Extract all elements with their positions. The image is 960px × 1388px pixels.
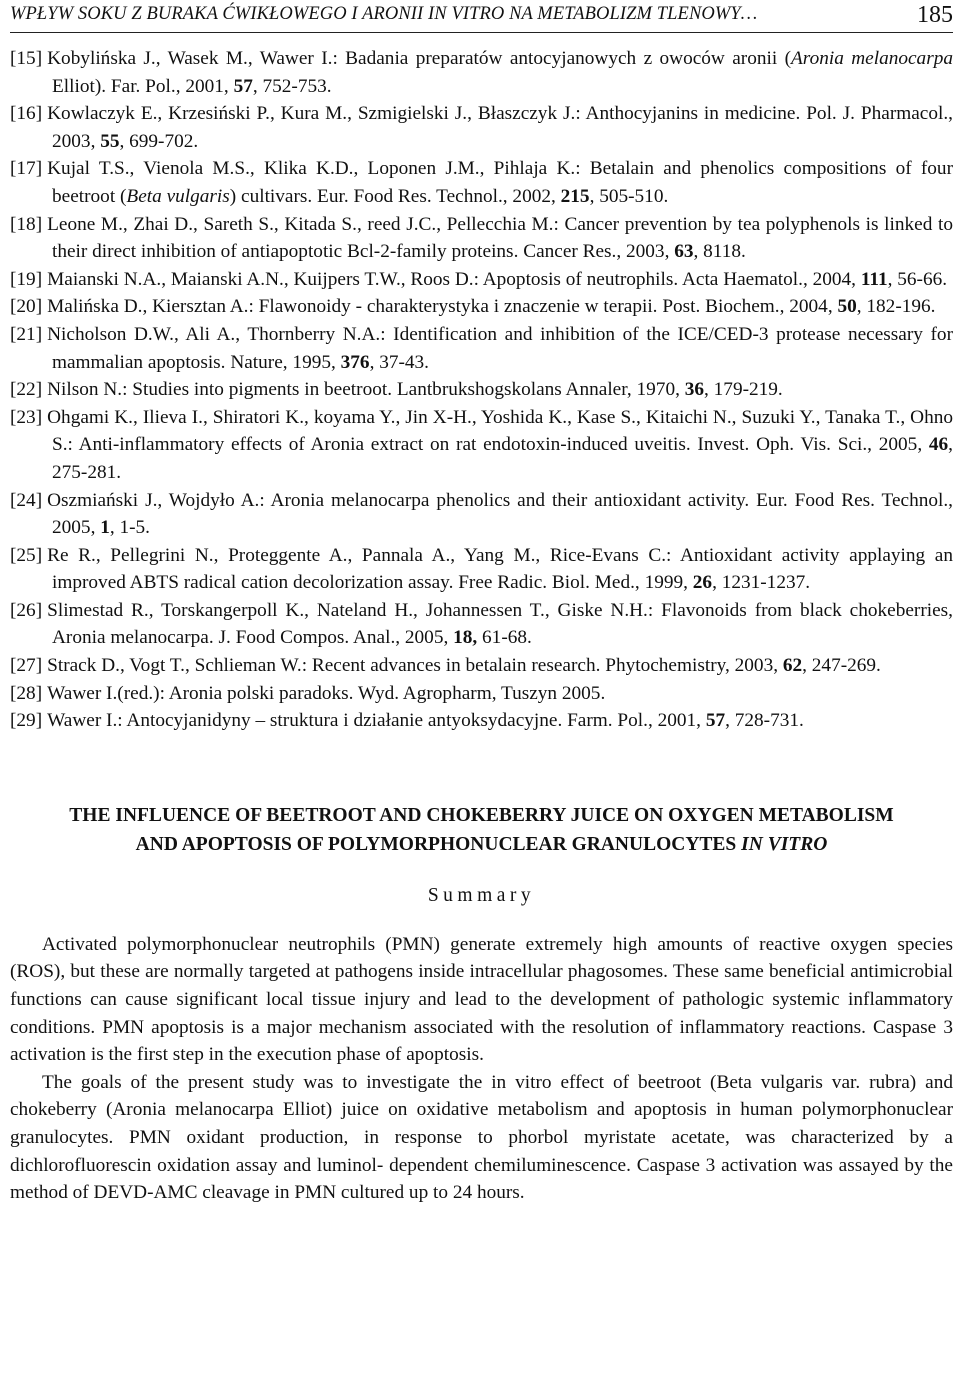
reference-number: [15] (10, 48, 43, 69)
reference-text: Aronia melanocarpa (791, 48, 953, 69)
reference-text: 18, (453, 627, 478, 649)
reference-text: Re R., Pellegrini N., Proteggente A., Pannala A., Yang M., Rice-Evans C.: Antioxidant activity applaying an improved ABTS radical cation decolorization assay. Free Radic. Biol. Med., 1999, (47, 544, 953, 594)
reference-item (10, 542, 953, 597)
reference-item (10, 652, 953, 680)
reference-text: Oszmiański J., Wojdyło A.: Aronia melanocarpa phenolics and their antioxidant activity. Eur. Food Res. Technol., 2005, (47, 489, 953, 539)
reference-item (10, 211, 953, 266)
reference-number: [26] (10, 599, 43, 621)
reference-text: 61-68. (477, 627, 532, 649)
reference-number: [28] (10, 682, 43, 704)
reference-text: 57 (233, 75, 253, 97)
summary-title (10, 801, 953, 859)
reference-text: Kujal T.S., Vienola M.S., Klika K.D., Loponen J.M., Pihlaja K.: Betalain and phenolics compositions of four beetroot ( (47, 158, 953, 207)
reference-text: Wawer I.(red.): Aronia polski paradoks. Wyd. Agropharm, Tuszyn 2005. (47, 682, 606, 704)
reference-number: [16] (10, 103, 43, 125)
reference-item (10, 321, 953, 376)
reference-number: [23] (10, 406, 43, 428)
reference-item (10, 155, 953, 210)
reference-text: 55 (100, 130, 120, 152)
reference-text: Maianski N.A., Maianski A.N., Kuijpers T.W., Roos D.: Apoptosis of neutrophils. Acta Haematol., 2004, (47, 268, 861, 290)
reference-item (10, 266, 953, 294)
reference-text: Kobylińska J., Wasek M., Wawer I.: Badania preparatów antocyjanowych z owoców aronii ( (47, 48, 792, 69)
reference-text: 26 (692, 572, 713, 594)
reference-text: , 247-269. (802, 655, 881, 677)
reference-text: Wawer I.: Antocyjanidyny – struktura i działanie antyoksydacyjne. Farm. Pol., 2001, (47, 710, 706, 732)
reference-text: , 56-66. (887, 268, 948, 290)
reference-number: [17] (10, 158, 43, 180)
reference-number: [18] (10, 213, 43, 235)
reference-number: [24] (10, 489, 43, 511)
abstract-paragraph-2: The goals of the present study was to investigate the in vitro effect of beetroot (Beta vulgaris var. rubra) and chokeberry (Aronia melanocarpa Elliot) juice on oxidative metabolism and apoptosis in human polymorphonuclear granulocytes. PMN oxidant production, in response to phorbol myristate acetate, was characterized by a dichlorofluorescin oxidation assay and luminol- dependent chemiluminescence. Caspase 3 activation was assayed by the method of DEVD-AMC cleavage in PMN cultured up to 24 hours. (10, 1071, 953, 1204)
reference-text: Beta vulgaris (126, 185, 230, 207)
reference-item (10, 100, 953, 155)
abstract (10, 931, 953, 1207)
page-number: 185 (917, 2, 953, 28)
reference-text: Elliot). Far. Pol., 2001, (52, 75, 234, 97)
reference-number: [21] (10, 323, 43, 345)
reference-text: , 37-43. (369, 351, 430, 373)
reference-text: Malińska D., Kiersztan A.: Flawonoidy - charakterystyka i znaczenie w terapii. Post. Biochem., 2004, (47, 296, 838, 318)
abstract-paragraph-1: Activated polymorphonuclear neutrophils (PMN) generate extremely high amounts of reactive oxygen species (ROS), but these are normally targeted at pathogens inside intracellular phagosomes. These same beneficial antimicrobial functions can cause significant local tissue injury and lead to the development of pathologic systemic inflammatory conditions. PMN apoptosis is a major mechanism associated with the resolution of inflammatory reactions. Caspase 3 activation is the first step in the execution phase of apoptosis. (10, 933, 953, 1066)
reference-item (10, 597, 953, 652)
reference-text: 36 (684, 379, 705, 401)
reference-text: Leone M., Zhai D., Sareth S., Kitada S., reed J.C., Pellecchia M.: Cancer prevention by tea polyphenols is linked to their direct inhibition of antiapoptotic Bcl-2-family proteins. Cancer Res., 2003, (47, 213, 953, 263)
document-page (10, 0, 953, 1207)
reference-text: 1 (100, 517, 110, 539)
summary-title-line-2-text: AND APOPTOSIS OF POLYMORPHONUCLEAR GRANULOCYTES (135, 833, 742, 855)
reference-text: Nicholson D.W., Ali A., Thornberry N.A.: Identification and inhibition of the ICE/CED-3 protease necessary for mammalian apoptosis. Nature, 1995, (47, 323, 953, 373)
reference-number: [19] (10, 268, 43, 290)
reference-number: [27] (10, 655, 43, 677)
reference-text: , 1-5. (109, 517, 151, 539)
reference-item (10, 487, 953, 542)
reference-text: , 275-281. (52, 434, 953, 483)
reference-text: ) cultivars. Eur. Food Res. Technol., 2002, (229, 185, 561, 207)
reference-text: , 505-510. (589, 185, 669, 207)
reference-text: , 728-731. (725, 710, 804, 732)
reference-text: 111 (860, 268, 888, 290)
reference-text: Ohgami K., Ilieva I., Shiratori K., koyama Y., Jin X-H., Yoshida K., Kase S., Kitaichi N., Suzuki Y., Tanaka T., Ohno S.: Anti-inflammatory effects of Aronia extract on rat endotoxin-induced uveitis. Invest. Oph. Vis. Sci., 2005, (47, 406, 953, 456)
summary-title-line-2 (10, 830, 953, 859)
reference-text: , 752-753. (252, 75, 332, 97)
summary-heading: Summary (427, 884, 536, 906)
reference-text: 57 (705, 710, 726, 732)
reference-item (10, 707, 953, 735)
reference-text: , 8118. (693, 241, 746, 263)
reference-text: 50 (837, 296, 857, 318)
reference-text: , 182-196. (856, 296, 936, 318)
reference-text: Strack D., Vogt T., Schlieman W.: Recent advances in betalain research. Phytochemistry, 2003, (47, 655, 783, 677)
reference-number: [20] (10, 296, 43, 318)
reference-number: [29] (10, 710, 43, 732)
reference-text: 62 (782, 655, 803, 677)
reference-text: , 1231-1237. (712, 572, 811, 594)
reference-list (10, 45, 953, 735)
reference-item (10, 404, 953, 487)
reference-text: 46 (928, 434, 949, 456)
running-header (10, 2, 953, 33)
reference-text: Slimestad R., Torskangerpoll K., Nateland H., Johannessen T., Giske N.H.: Flavonoids from black chokeberries, Aronia melanocarpa. J. Food Compos. Anal., 2005, (47, 599, 953, 649)
reference-text: Kowlaczyk E., Krzesiński P., Kura M., Szmigielski J., Błaszczyk J.: Anthocyjanins in medicine. Pol. J. Pharmacol., 2003, (47, 103, 953, 152)
running-title: WPŁYW SOKU Z BURAKA ĆWIKŁOWEGO I ARONII IN VITRO NA METABOLIZM TLENOWY… (10, 4, 758, 24)
reference-text: 376 (340, 351, 370, 373)
reference-item (10, 293, 953, 321)
summary-title-line-1: THE INFLUENCE OF BEETROOT AND CHOKEBERRY JUICE ON OXYGEN METABOLISM (69, 804, 894, 826)
reference-text: 63 (674, 241, 694, 263)
reference-number: [22] (10, 379, 43, 401)
reference-text: 215 (560, 185, 590, 207)
reference-text: , 179-219. (704, 379, 783, 401)
reference-text: , 699-702. (119, 130, 199, 152)
summary-title-in-vitro: IN VITRO (741, 833, 828, 855)
reference-item (10, 45, 953, 100)
reference-text: Nilson N.: Studies into pigments in beetroot. Lantbrukshogskolans Annaler, 1970, (47, 379, 685, 401)
reference-number: [25] (10, 544, 43, 566)
reference-item (10, 376, 953, 404)
reference-item (10, 680, 953, 708)
